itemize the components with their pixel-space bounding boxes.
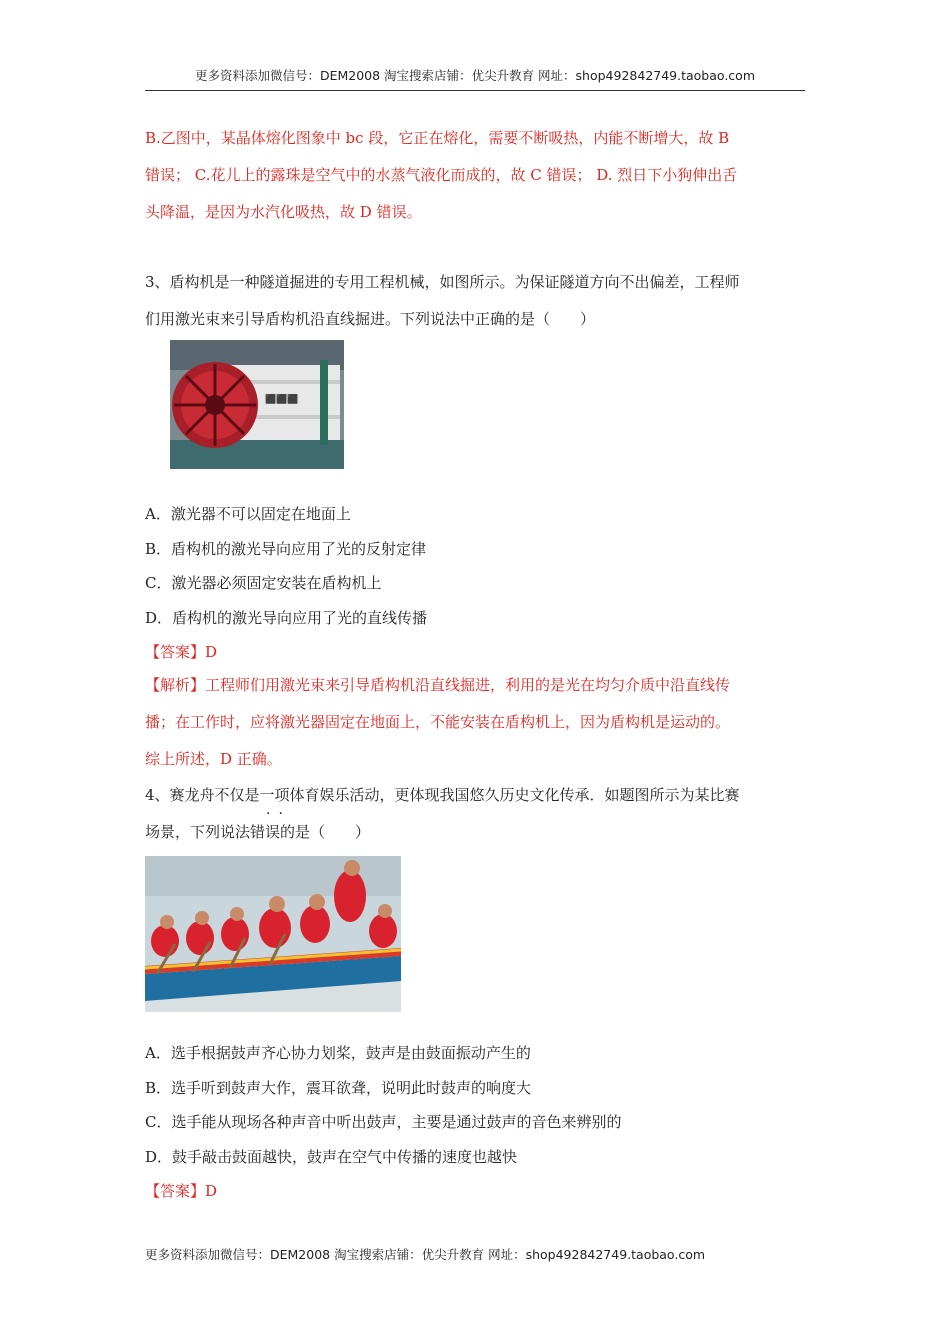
answer-label: 【答案】 — [145, 1182, 206, 1200]
previous-explanation — [145, 120, 810, 231]
answer-value: D — [205, 643, 218, 661]
svg-text:⬛⬛⬛: ⬛⬛⬛ — [265, 395, 299, 405]
analysis-3 — [145, 667, 810, 778]
question-4-stem — [145, 777, 810, 851]
option-a: A．激光器不可以固定在地面上 — [145, 505, 351, 523]
answer-label: 【答案】 — [145, 643, 206, 661]
page-header: 更多资料添加微信号：DEM2008 淘宝搜索店铺：优尖升教育 网址：shop492842749.taobao.com — [145, 62, 805, 91]
shield-machine-image — [170, 340, 344, 469]
answer-4 — [145, 1180, 217, 1201]
analysis-line: 工程师们用激光束来引导盾构机沿直线掘进，利用的是光在均匀介质中沿直线传 — [205, 676, 731, 694]
option-b: B．盾构机的激光导向应用了光的反射定律 — [145, 540, 427, 558]
option-a: A．选手根据鼓声齐心协力划桨，鼓声是由鼓面振动产生的 — [145, 1044, 531, 1062]
question-line: 3、盾构机是一种隧道掘进的专用工程机械，如图所示。为保证隧道方向不出偏差，工程师 — [145, 273, 740, 291]
answer-3 — [145, 641, 217, 662]
answer-value: D — [205, 1182, 218, 1200]
explanation-line: 头降温，是因为水汽化吸热，故 D 错误。 — [145, 203, 422, 221]
question-3-stem — [145, 264, 810, 338]
analysis-line: 播；在工作时，应将激光器固定在地面上，不能安装在盾构机上，因为盾构机是运动的。 — [145, 713, 731, 731]
page-footer: 更多资料添加微信号：DEM2008 淘宝搜索店铺：优尖升教育 网址：shop492842749.taobao.com — [145, 1247, 706, 1262]
option-c: C．选手能从现场各种声音中听出鼓声，主要是通过鼓声的音色来辨别的 — [145, 1113, 622, 1131]
emphasis-dots: ·· — [266, 806, 291, 822]
question-line: 4、赛龙舟不仅是一项体育娱乐活动，更体现我国悠久历史文化传承．如题图所示为某比赛 — [145, 786, 740, 804]
analysis-line: 综上所述，D 正确。 — [145, 750, 282, 768]
question-line: 场景，下列说法错误的是（ ） — [145, 823, 371, 841]
explanation-line: 错误； C.花儿上的露珠是空气中的水蒸气液化而成的，故 C 错误； D. 烈日下小狗伸出舌 — [145, 166, 738, 184]
option-b: B．选手听到鼓声大作，震耳欲聋，说明此时鼓声的响度大 — [145, 1079, 532, 1097]
option-d: D．鼓手敲击鼓面越快，鼓声在空气中传播的速度也越快 — [145, 1148, 518, 1166]
explanation-line: B.乙图中，某晶体熔化图象中 bc 段，它正在熔化，需要不断吸热，内能不断增大，故 B — [145, 129, 730, 147]
question-line: 们用激光束来引导盾构机沿直线掘进。下列说法中正确的是（ ） — [145, 310, 596, 328]
option-d: D．盾构机的激光导向应用了光的直线传播 — [145, 609, 428, 627]
dragon-boat-image — [145, 856, 401, 1012]
option-c: C．激光器必须固定安装在盾构机上 — [145, 574, 382, 592]
analysis-label: 【解析】 — [145, 676, 206, 694]
